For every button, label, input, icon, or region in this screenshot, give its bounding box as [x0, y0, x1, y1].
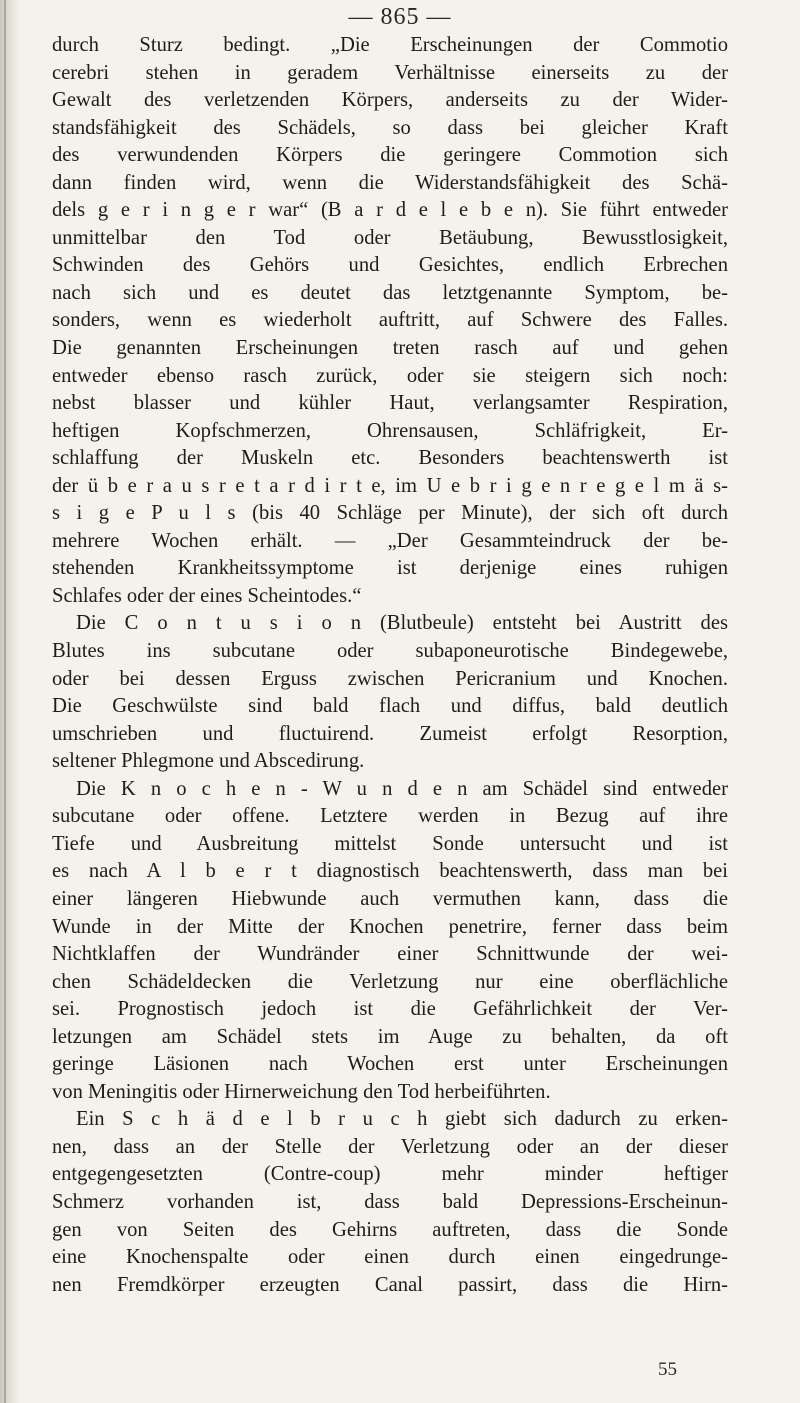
- text-line: Blutes ins subcutane oder subaponeurotische Bindegewebe,: [52, 640, 728, 663]
- text-line: es nach A l b e r t diagnostisch beachtenswerth, dass man bei: [52, 860, 728, 883]
- text-line: standsfähigkeit des Schädels, so dass bei gleicher Kraft: [52, 116, 728, 139]
- text-line: stehenden Krankheitssymptome ist derjenige eines ruhigen: [52, 557, 728, 580]
- text-line: entgegengesetzten (Contre-coup) mehr minder heftiger: [52, 1163, 728, 1186]
- text-line: Nichtklaffen der Wundränder einer Schnittwunde der wei-: [52, 943, 728, 966]
- text-line: nen Fremdkörper erzeugten Canal passirt, dass die Hirn-: [52, 1273, 728, 1296]
- text-line: geringe Läsionen nach Wochen erst unter Erscheinungen: [52, 1053, 728, 1076]
- text-line: durch Sturz bedingt. „Die Erscheinungen der Commotio: [52, 34, 728, 56]
- text-line: subcutane oder offene. Letztere werden in Bezug auf ihre: [52, 805, 728, 828]
- text-line: des verwundenden Körpers die geringere Commotion sich: [52, 144, 728, 167]
- text-line: letzungen am Schädel stets im Auge zu behalten, da oft: [52, 1025, 728, 1048]
- text-line: Schwinden des Gehörs und Gesichtes, endlich Erbrechen: [52, 254, 728, 277]
- text-line: oder bei dessen Erguss zwischen Pericranium und Knochen.: [52, 667, 728, 690]
- text-line: Die genannten Erscheinungen treten rasch auf und gehen: [52, 337, 728, 360]
- text-line: heftigen Kopfschmerzen, Ohrensausen, Schläfrigkeit, Er-: [52, 419, 728, 442]
- text-line: unmittelbar den Tod oder Betäubung, Bewusstlosigkeit,: [52, 226, 728, 249]
- text-line: sei. Prognostisch jedoch ist die Gefährlichkeit der Ver-: [52, 998, 728, 1021]
- text-line: schlaffung der Muskeln etc. Besonders beachtenswerth ist: [52, 447, 728, 470]
- text-line: nebst blasser und kühler Haut, verlangsamter Respiration,: [52, 392, 728, 415]
- text-line: Tiefe und Ausbreitung mittelst Sonde untersucht und ist: [52, 832, 728, 855]
- text-line: der ü b e r a u s r e t a r d i r t e, im U e b r i g e n r e g e l m ä s-: [52, 474, 728, 497]
- text-line: gen von Seiten des Gehirns auftreten, dass die Sonde: [52, 1218, 728, 1241]
- text-line: umschrieben und fluctuirend. Zumeist erfolgt Resorption,: [52, 722, 728, 745]
- text-line: sonders, wenn es wiederholt auftritt, auf Schwere des Falles.: [52, 309, 728, 332]
- text-line: mehrere Wochen erhält. — „Der Gesammteindruck der be-: [52, 529, 728, 552]
- page-binding-edge: [0, 0, 20, 1403]
- text-line: dann finden wird, wenn die Widerstandsfähigkeit des Schä-: [52, 171, 728, 194]
- text-line: Schlafes oder der eines Scheintodes.“: [52, 584, 362, 607]
- text-line: entweder ebenso rasch zurück, oder sie steigern sich noch:: [52, 364, 728, 387]
- text-line: seltener Phlegmone und Abscedirung.: [52, 750, 365, 773]
- text-line: einer längeren Hiebwunde auch vermuthen kann, dass die: [52, 887, 728, 910]
- page-number: — 865 —: [348, 4, 452, 30]
- text-line: Wunde in der Mitte der Knochen penetrire, ferner dass beim: [52, 915, 728, 938]
- text-line: chen Schädeldecken die Verletzung nur eine oberflächliche: [52, 970, 728, 993]
- body-text: [52, 32, 728, 1299]
- text-line: eine Knochenspalte oder einen durch einen eingedrunge-: [52, 1246, 728, 1269]
- text-line: Die Geschwülste sind bald flach und diffus, bald deutlich: [52, 695, 728, 718]
- text-line: cerebri stehen in geradem Verhältnisse einerseits zu der: [52, 61, 728, 84]
- text-line: nen, dass an der Stelle der Verletzung oder an der dieser: [52, 1135, 728, 1158]
- text-line: nach sich und es deutet das letztgenannte Symptom, be-: [52, 281, 728, 304]
- text-line: Die C o n t u s i o n (Blutbeule) entsteht bei Austritt des: [76, 612, 728, 635]
- signature-mark: 55: [658, 1359, 677, 1380]
- text-line: s i g e P u l s (bis 40 Schläge per Minute), der sich oft durch: [52, 502, 728, 525]
- text-line: von Meningitis oder Hirnerweichung den Tod herbeiführten.: [52, 1080, 551, 1103]
- text-line: dels g e r i n g e r war“ (B a r d e l e b e n). Sie führt entweder: [52, 199, 728, 222]
- text-line: Die K n o c h e n - W u n d e n am Schädel sind entweder: [76, 777, 728, 800]
- text-line: Gewalt des verletzenden Körpers, anderseits zu der Wider-: [52, 89, 728, 112]
- text-line: Schmerz vorhanden ist, dass bald Depressions-Erscheinun-: [52, 1190, 728, 1213]
- text-line: Ein S c h ä d e l b r u c h giebt sich dadurch zu erken-: [76, 1108, 728, 1131]
